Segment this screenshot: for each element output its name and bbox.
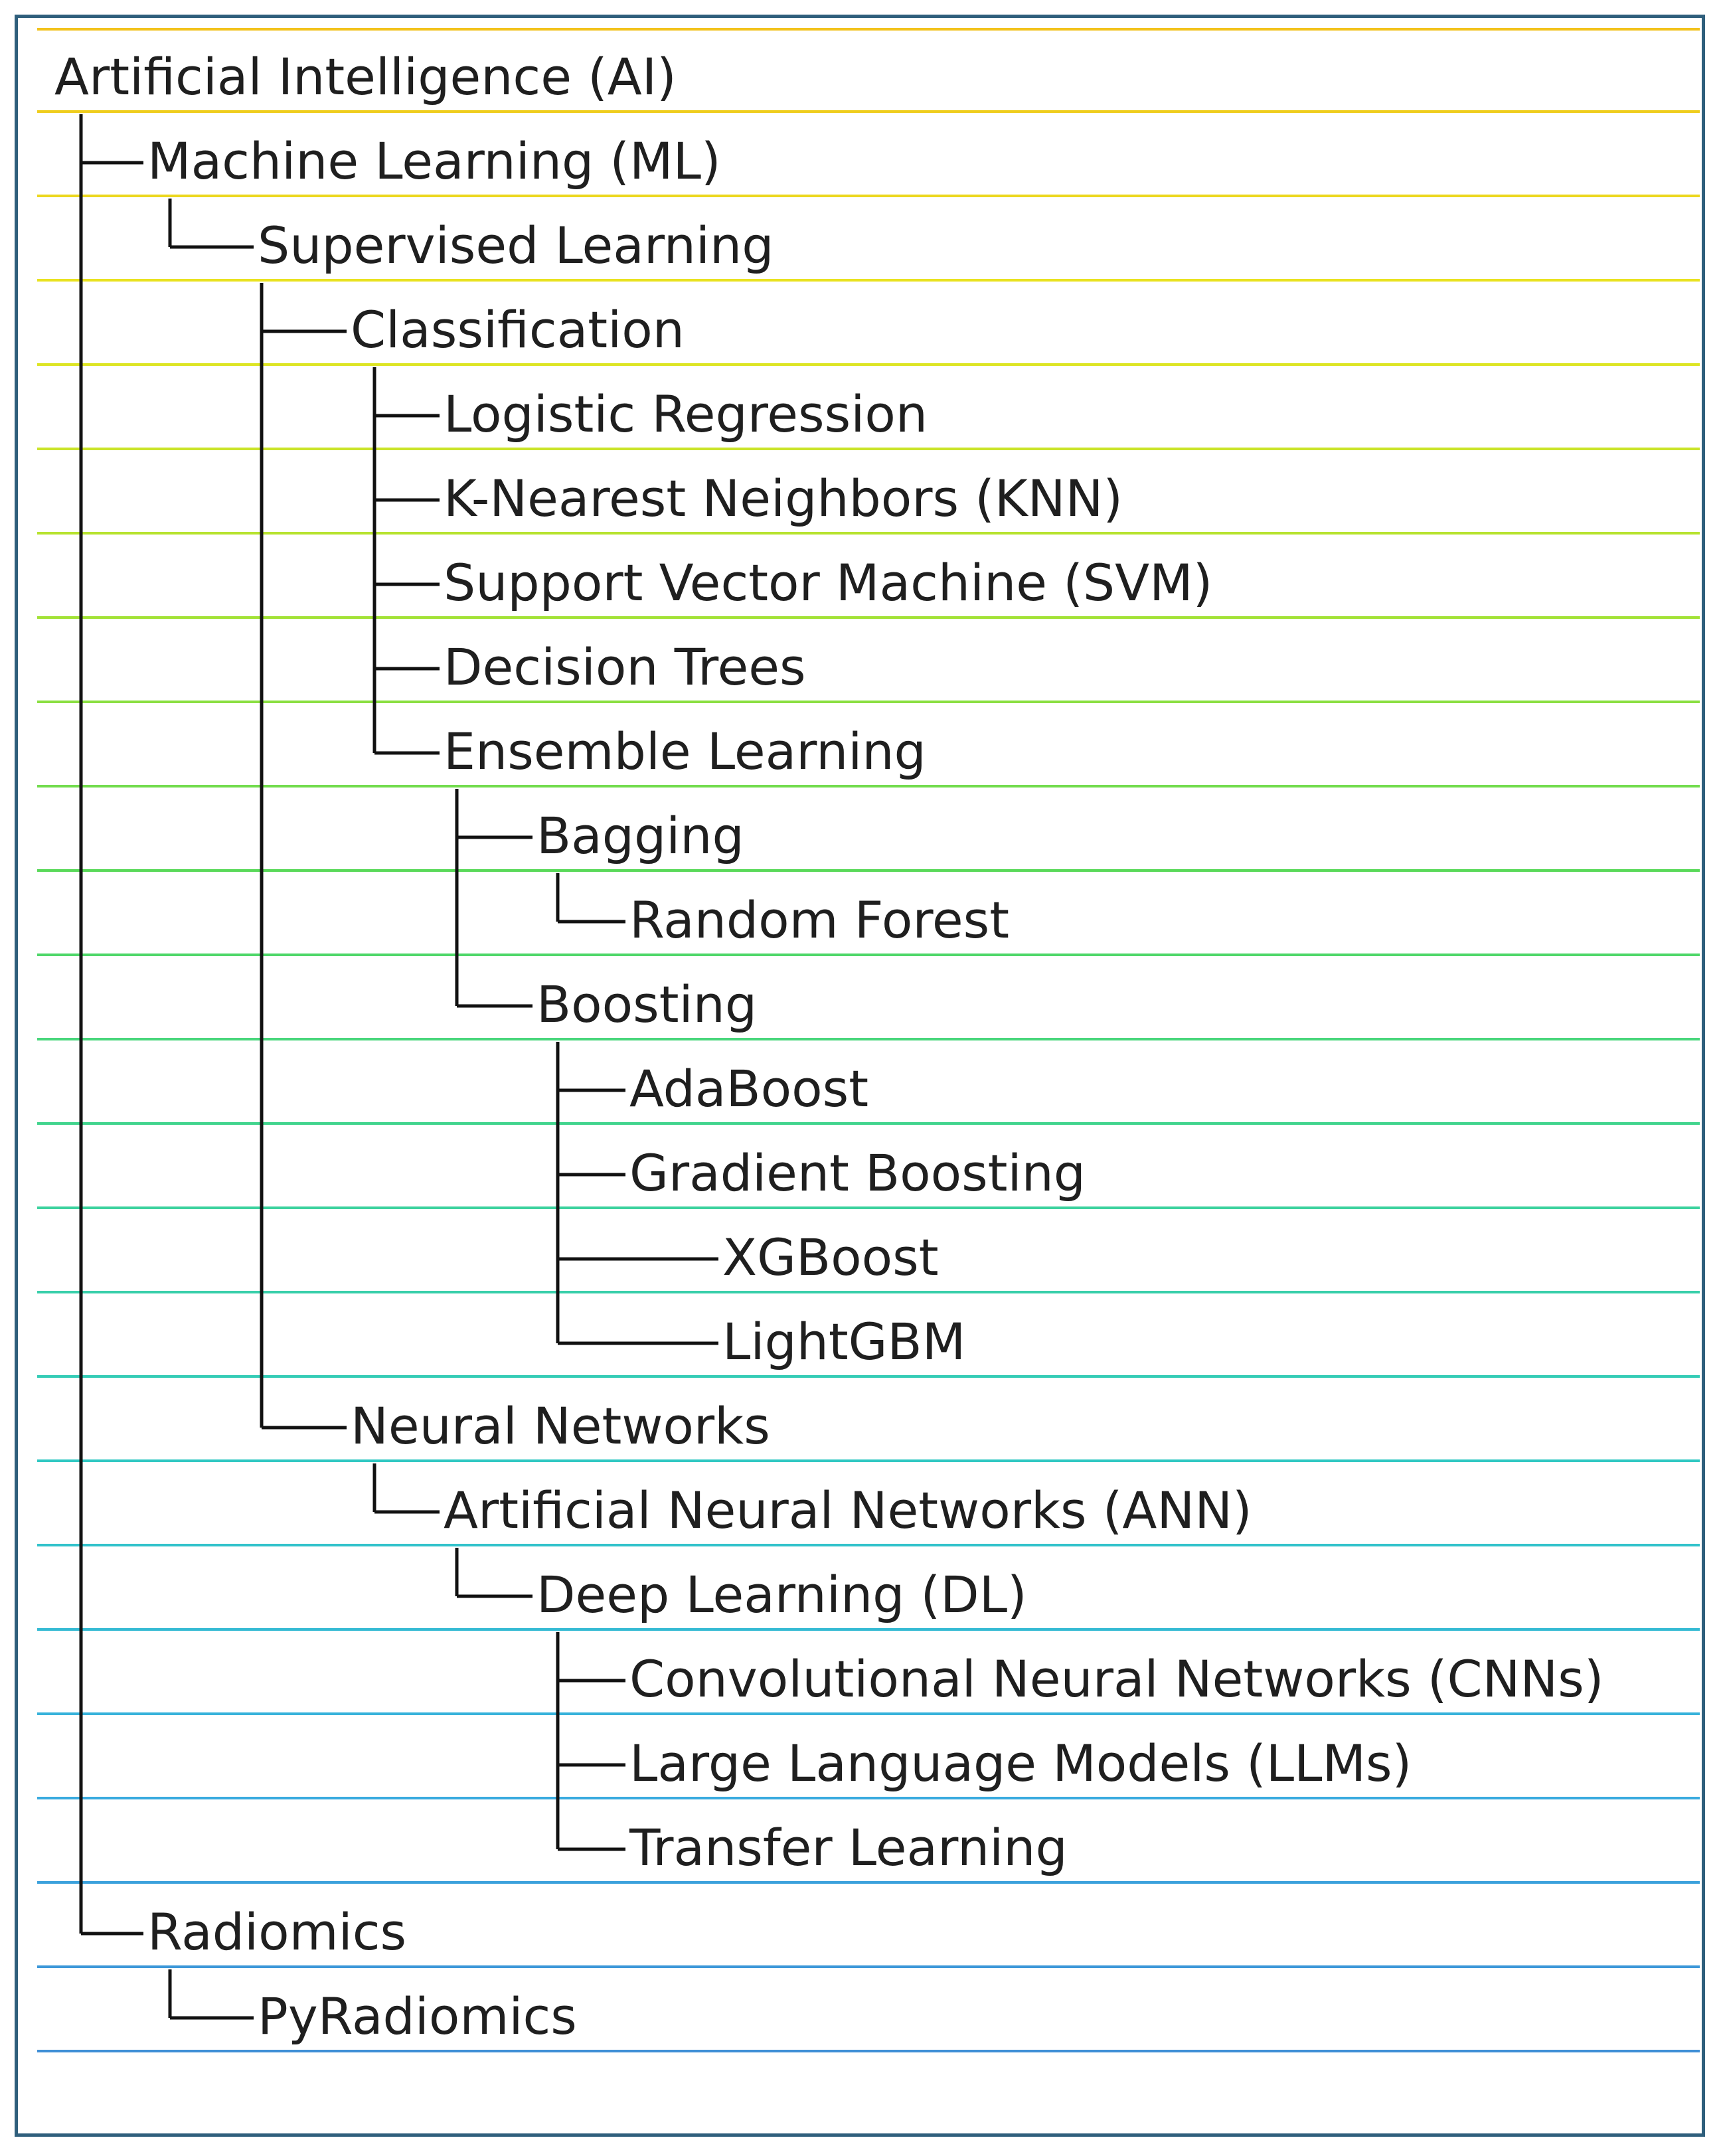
node-boost: Boosting (536, 975, 758, 1034)
node-cls: Classification (351, 300, 685, 359)
node-lr: Logistic Regression (444, 384, 928, 444)
node-gb: Gradient Boosting (629, 1143, 1086, 1202)
node-llm: Large Language Models (LLMs) (629, 1734, 1412, 1793)
node-cnn: Convolutional Neural Networks (CNNs) (629, 1649, 1604, 1708)
node-ai: Artificial Intelligence (AI) (54, 47, 677, 106)
node-rf: Random Forest (629, 890, 1010, 950)
node-dt: Decision Trees (444, 637, 806, 697)
node-knn: K-Nearest Neighbors (KNN) (444, 469, 1123, 528)
node-nn: Neural Networks (351, 1396, 770, 1455)
node-xgb: XGBoost (722, 1228, 939, 1287)
node-pyrad: PyRadiomics (258, 1987, 577, 2046)
node-tl: Transfer Learning (629, 1818, 1068, 1877)
node-lgbm: LightGBM (722, 1312, 966, 1371)
node-labels (54, 47, 1604, 2046)
node-ens: Ensemble Learning (444, 722, 926, 781)
node-rad: Radiomics (147, 1902, 407, 1961)
node-ann: Artificial Neural Networks (ANN) (444, 1481, 1252, 1540)
node-ml: Machine Learning (ML) (147, 131, 721, 191)
node-ada: AdaBoost (629, 1059, 868, 1118)
node-bag: Bagging (536, 806, 744, 865)
node-svm: Support Vector Machine (SVM) (444, 553, 1213, 612)
node-sl: Supervised Learning (258, 216, 774, 275)
node-dl: Deep Learning (DL) (536, 1565, 1027, 1624)
